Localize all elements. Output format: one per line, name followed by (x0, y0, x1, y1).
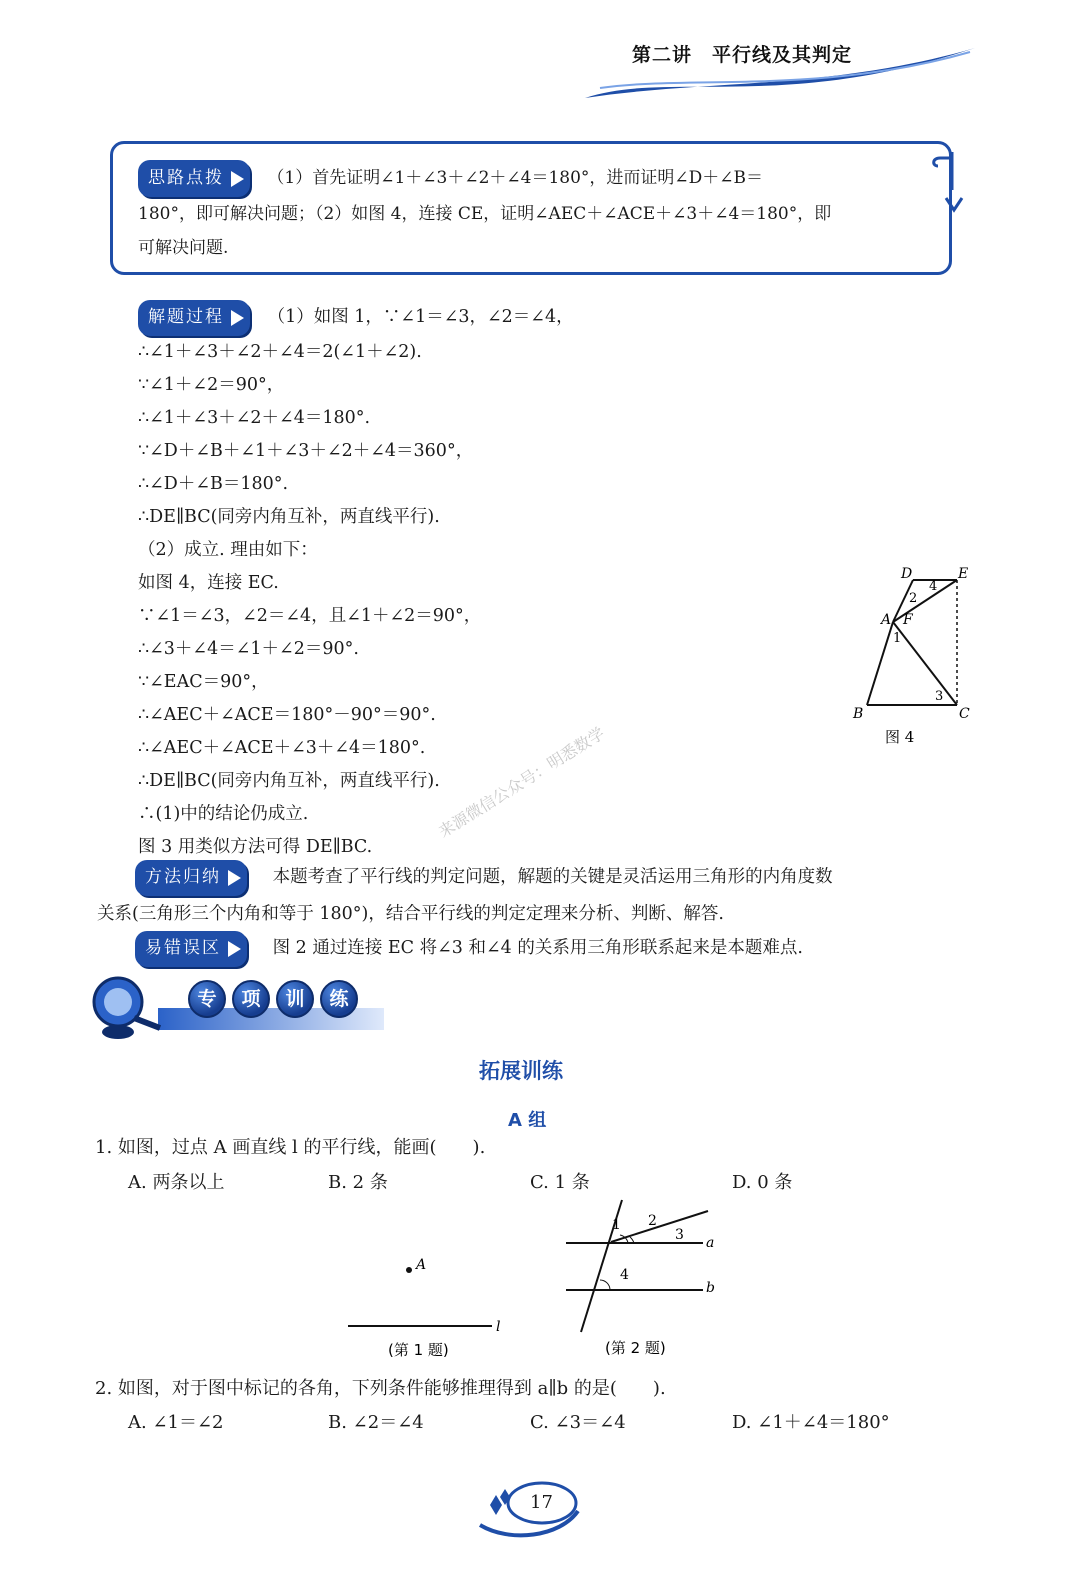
fig1-point-label: A (416, 1257, 427, 1273)
method-section (97, 860, 977, 931)
q1-option-a: A. 两条以上 (128, 1172, 225, 1193)
header-swoosh (580, 40, 980, 102)
solution-line: ∴DE∥BC(同旁内角互补，两直线平行). (138, 507, 440, 527)
solution-badge: 解题过程 (138, 300, 250, 336)
q1-option-c: C. 1 条 (530, 1172, 590, 1193)
hint-line-1: （1）首先证明∠1＋∠3＋∠2＋∠4＝180°，进而证明∠D＋∠B＝ (267, 168, 764, 188)
banner-char: 训 (276, 980, 314, 1018)
solution-line: ∵∠D＋∠B＋∠1＋∠3＋∠2＋∠4＝360°， (138, 441, 474, 461)
fig4-angle-1: 1 (893, 631, 902, 646)
fig1-line-label: l (496, 1319, 501, 1335)
solution-line: ∴∠AEC＋∠ACE＝180°－90°＝90°. (138, 705, 436, 725)
section-title: 拓展训练 (479, 1059, 563, 1083)
fig2-angle-4: 4 (620, 1267, 629, 1283)
solution-line: ∴DE∥BC(同旁内角互补，两直线平行). (138, 771, 440, 791)
chapter-title: 第二讲 平行线及其判定 (632, 44, 853, 66)
watermark: 来源微信公众号：明悉数学 (435, 723, 608, 842)
fig2-line-a-label: a (706, 1235, 715, 1251)
mistake-section (135, 931, 803, 967)
solution-line: ∴(1)中的结论仍成立. (138, 804, 309, 824)
solution-line: ∵∠1＝∠3，∠2＝∠4，且∠1＋∠2＝90°， (138, 606, 482, 626)
solution-line: 图 3 用类似方法可得 DE∥BC. (138, 837, 373, 857)
fig4-label-E: E (958, 566, 969, 582)
fig4-label-F: F (903, 612, 913, 628)
figure-4 (845, 560, 985, 760)
fig4-caption: 图 4 (885, 728, 915, 746)
fig4-label-A: A (881, 612, 892, 628)
point-a-icon (406, 1267, 412, 1273)
page-number: 17 (530, 1492, 553, 1513)
q1-option-b: B. 2 条 (328, 1172, 388, 1193)
hint-line-3: 可解决问题. (138, 238, 229, 258)
fig2-line-b-label: b (706, 1280, 715, 1296)
solution-line: 如图 4，连接 EC. (138, 573, 279, 593)
figure-q1 (340, 1245, 520, 1360)
fig2-angle-2: 2 (648, 1213, 657, 1229)
fig4-label-D: D (901, 566, 913, 582)
q2-option-a: A. ∠1＝∠2 (128, 1412, 224, 1433)
hint-badge: 思路点拨 (138, 160, 250, 197)
q1-option-d: D. 0 条 (732, 1172, 793, 1193)
group-title: A 组 (508, 1110, 547, 1131)
fig2-angle-3: 3 (675, 1227, 684, 1243)
hint-content (138, 160, 938, 265)
method-badge: 方法归纳 (135, 860, 247, 896)
solution-line: ∴∠AEC＋∠ACE＋∠3＋∠4＝180°. (138, 738, 426, 758)
method-line-2: 关系(三角形三个内角和等于 180°)，结合平行线的判定定理来分析、判断、解答. (97, 904, 724, 924)
mistake-badge: 易错误区 (135, 931, 247, 967)
banner-char: 练 (320, 980, 358, 1018)
solution-line: ∴∠3＋∠4＝∠1＋∠2＝90°. (138, 639, 359, 659)
solution-line: ∴∠1＋∠3＋∠2＋∠4＝180°. (138, 408, 371, 428)
question-2: 2. 如图，对于图中标记的各角，下列条件能够推理得到 a∥b 的是( ). (95, 1378, 666, 1399)
question-1: 1. 如图，过点 A 画直线 l 的平行线，能画( ). (95, 1137, 486, 1158)
fig2-caption: (第 2 题) (605, 1339, 666, 1357)
mistake-text: 图 2 通过连接 EC 将∠3 和∠4 的关系用三角形联系起来是本题难点. (272, 938, 803, 958)
figure-q2 (560, 1195, 730, 1360)
fig4-label-B: B (853, 706, 864, 722)
solution-line: ∵∠1＋∠2＝90°， (138, 375, 285, 395)
q2-option-d: D. ∠1＋∠4＝180° (732, 1412, 890, 1433)
banner-char: 专 (188, 980, 226, 1018)
method-line-1: 本题考查了平行线的判定问题，解题的关键是灵活运用三角形的内角度数 (272, 867, 833, 887)
solution-line: ∵∠EAC＝90°， (138, 672, 269, 692)
solution-line: （2）成立. 理由如下： (138, 540, 318, 560)
fig4-angle-3: 3 (935, 689, 944, 704)
fig4-label-C: C (959, 706, 970, 722)
banner-char: 项 (232, 980, 270, 1018)
solution-line: ∴∠D＋∠B＝180°. (138, 474, 289, 494)
solution-line: ∴∠1＋∠3＋∠2＋∠4＝2(∠1＋∠2). (138, 342, 422, 362)
hint-line-2: 180°，即可解决问题；（2）如图 4，连接 CE，证明∠AEC＋∠ACE＋∠3＋∠4＝180°，即 (138, 204, 832, 224)
solution-section (138, 300, 838, 864)
fig1-caption: (第 1 题) (388, 1341, 449, 1359)
fig4-angle-4: 4 (929, 579, 938, 594)
solution-first-line: （1）如图 1，∵∠1＝∠3，∠2＝∠4， (267, 307, 574, 327)
fig4-angle-2: 2 (909, 591, 918, 606)
fig2-angle-1: 1 (612, 1217, 621, 1233)
banner-title (188, 980, 364, 1018)
q2-option-c: C. ∠3＝∠4 (530, 1412, 626, 1433)
q2-option-b: B. ∠2＝∠4 (328, 1412, 424, 1433)
